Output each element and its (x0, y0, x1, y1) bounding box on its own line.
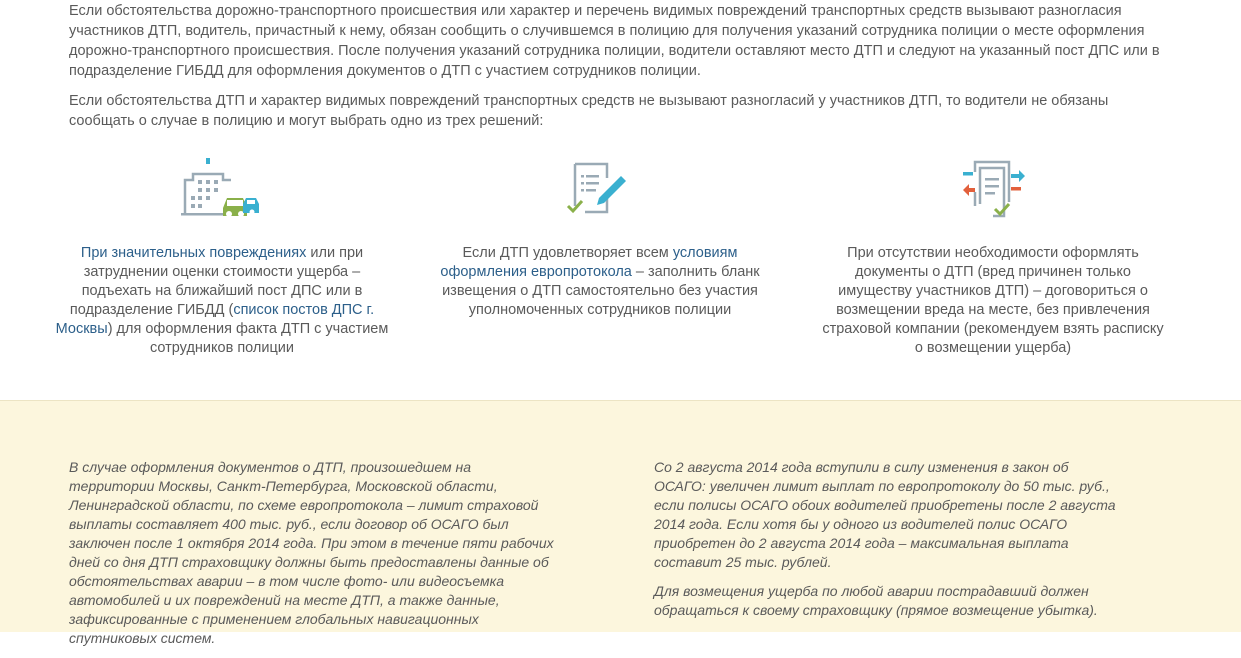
link-europrotocol-conditions[interactable]: условиям оформления европротокола (440, 245, 738, 280)
option-police-post-text (52, 244, 392, 358)
option-text-part: Если ДТП удовлетворяет всем (462, 245, 673, 261)
note-right-paragraph-1: Со 2 августа 2014 года вступили в силу изменения в закон об ОСАГО: увеличен лимит выплат по европротоколу до 50 тыс. руб., если полисы ОСАГО обоих водителей приобретены после 2 августа 2014 года. Если хотя бы у одного из водителей полис ОСАГО приобретен до 2 августа 2014 года – максимальная выплата составит 25 тыс. рублей. (654, 459, 1116, 570)
option-text-part: ) для оформления факта ДТП с участием сотрудников полиции (107, 321, 389, 356)
intro-paragraph-2: Если обстоятельства ДТП и характер видимых повреждений транспортных средств не вызывают разногласий у участников ДТП, то водители не обязаны сообщать о случае в полицию и могут выбрать одно из трех решений: (69, 93, 1109, 129)
note-right (654, 458, 1124, 630)
police-station-icon (177, 158, 267, 222)
option-settle-on-site-text: При отсутствии необходимости оформлять документы о ДТП (вред причинен только имуществу участников ДТП) – договориться о возмещении вреда на месте, без привлечения страховой компании (рекомендуем взять расписку о возмещении ущерба) (822, 245, 1164, 356)
document-edit-icon (565, 158, 635, 222)
note-left-paragraph: В случае оформления документов о ДТП, произошедшем на территории Москвы, Санкт-Петербурга, Московской области, Ленинградской области, по схеме европротокола – лимит страховой выплаты составляет 400 тыс. руб., если договор об ОСАГО был заключен после 1 октября 2014 года. При этом в течение пяти рабочих дней со дня ДТП страховщику должны быть предоставлены данные об обстоятельствах аварии – в том числе фото- или видеосъемка автомобилей и их повреждений на месте ДТП, а также данные, зафиксированные с применением глобальных навигационных спутниковых систем. (69, 459, 554, 646)
option-settle-on-site (822, 158, 1164, 358)
option-text-part: – заполнить бланк извещения о ДТП самостоятельно без участия уполномоченных сотрудников полиции (442, 264, 760, 318)
note-right-paragraph-2: Для возмещения ущерба по любой аварии пострадавший должен обращаться к своему страховщику (прямое возмещение убытка). (654, 583, 1098, 618)
option-europrotocol (430, 158, 770, 320)
options-row (0, 158, 1241, 378)
option-europrotocol-text (430, 244, 770, 320)
notes-section (0, 400, 1241, 646)
intro-paragraph-1: Если обстоятельства дорожно-транспортного происшествия или характер и перечень видимых повреждений транспортных средств вызывают разногласия участников ДТП, водитель, причастный к нему, обязан сообщить о случившемся в полицию для получения указаний сотрудника полиции о месте оформления дорожно-транспортного происшествия. После получения указаний сотрудника полиции, водители оставляют место ДТП и следуют на указанный пост ДПС или в подразделение ГИБДД для оформления документов о ДТП с участием сотрудников полиции. (69, 3, 1160, 79)
intro-text (69, 0, 1169, 141)
document-exchange-icon (953, 158, 1033, 222)
option-police-post (52, 158, 392, 358)
link-significant-damage[interactable]: При значительных повреждениях (80, 245, 307, 261)
note-left (69, 458, 559, 658)
option-text-part: или при затруднении оценки стоимости ущерба – подъехать на ближайший пост ДПС или в подразделение ГИБДД ( (69, 245, 364, 318)
link-dps-posts-list[interactable]: список постов ДПС г. Москвы (55, 302, 375, 337)
